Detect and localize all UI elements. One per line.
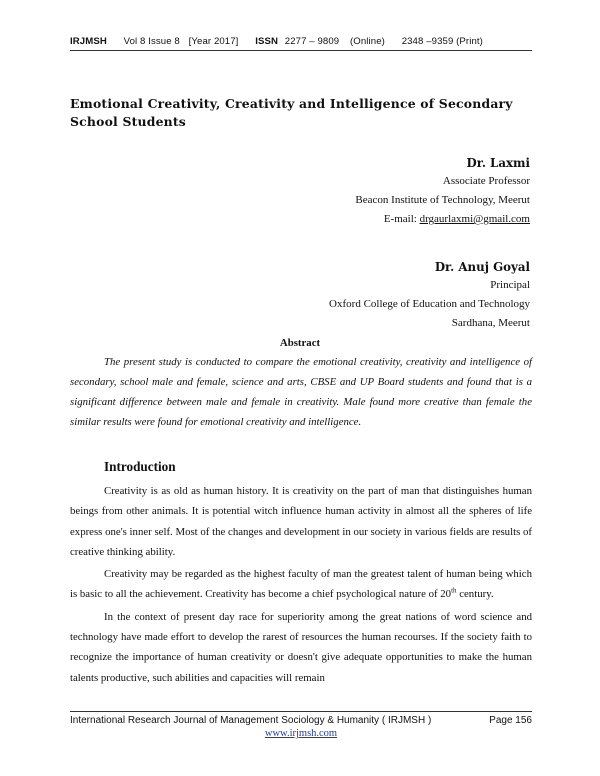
abstract-text: The present study is conducted to compare the emotional creativity, creativity and intelligence of secondary, school male and female, science and arts, CBSE and UP Board students and found that is a significant difference between male and female in creativity. Male found more creative than female the similar results were found for emotional creativity and intelligence. — [70, 356, 532, 428]
page-number: Page 156 — [489, 715, 532, 726]
journal-abbrev: IRJMSH — [70, 36, 107, 47]
paragraph: Creativity is as old as human history. It is creativity on the part of man that distinguishes human beings from other animals. It is potential witch influence human activity in almost all the spheres of life express one's inner self. Most of the changes and development in our society in various fields are results of creative thinking ability. — [70, 485, 532, 558]
author-affiliation: Beacon Institute of Technology, Meerut — [355, 194, 530, 206]
paragraph-text: Creativity may be regarded as the highest faculty of man the greatest talent of human being which is basic to all the achievement. Creativity has become a chief psychological nature of 20 — [70, 568, 532, 601]
superscript: th — [451, 586, 457, 595]
issn-label: ISSN — [255, 36, 279, 47]
journal-url-link[interactable]: www.irjmsh.com — [264, 728, 338, 739]
author-position: Associate Professor — [442, 175, 530, 187]
running-header — [70, 36, 532, 51]
paragraph — [70, 564, 532, 605]
year: [Year 2017] — [188, 36, 239, 47]
issn-online: 2277 – 9809 — [284, 36, 340, 47]
author-position: Principal — [490, 279, 530, 291]
author-2 — [329, 258, 530, 333]
issn-print: 2348 –9359 (Print) — [401, 36, 483, 47]
footer-row — [70, 714, 532, 727]
author-location: Sardhana, Meerut — [451, 317, 530, 329]
author-name: Dr. Laxmi — [466, 156, 530, 170]
paragraph-text: century. — [456, 588, 494, 601]
online-label: (Online) — [350, 36, 385, 47]
author-affiliation: Oxford College of Education and Technology — [329, 298, 530, 310]
volume-issue: Vol 8 Issue 8 — [123, 36, 180, 47]
introduction-heading: Introduction — [104, 459, 176, 474]
email-label: E-mail: — [383, 213, 420, 225]
author-name: Dr. Anuj Goyal — [434, 260, 530, 274]
abstract-heading: Abstract — [279, 337, 321, 349]
introduction-body — [70, 481, 532, 688]
author-email-line — [355, 210, 530, 229]
email-link[interactable]: drgaurlaxmi@gmail.com — [419, 213, 530, 225]
paper-title: Emotional Creativity, Creativity and Intelligence of Secondary School Students — [70, 96, 513, 129]
paragraph: In the context of present day race for superiority among the great nations of word science and technology have made effort to develop the rarest of resources the human recourses. If the society faith to recognize the importance of human creativity or doesn't give adequate opportunities to make the human talents productive, such abilities and capacities will remain — [70, 610, 532, 684]
journal-full-name: International Research Journal of Management Sociology & Humanity ( IRJMSH ) — [70, 715, 432, 726]
author-1 — [355, 154, 530, 229]
running-footer — [70, 711, 532, 740]
